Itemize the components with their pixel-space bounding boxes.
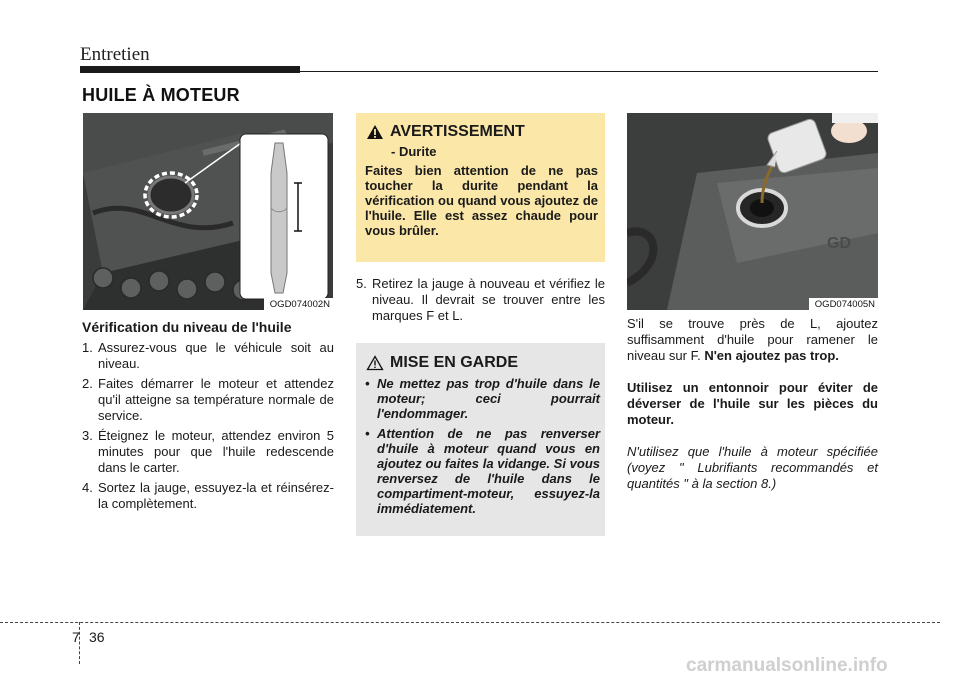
engine-dipstick-figure (83, 113, 333, 310)
oil-filling-illustration (627, 113, 878, 310)
warning-body: Faites bien attention de ne pas toucher la durite pendant la vérification ou quand vous ajoutez de l'huile. Elle est assez chaude pour vous brûler. (365, 163, 598, 238)
figure-code: OGD074002N (264, 298, 333, 310)
list-item: • Attention de ne pas renverser d'huile à moteur quand vous en ajoutez ou faites la vidange. Si vous renversez de l'huile dans le compartiment-moteur, essuyez-la immédiatement. (365, 426, 600, 516)
header-bar (80, 66, 300, 73)
steps-list (82, 340, 334, 512)
caution-title: MISE EN GARDE (390, 354, 519, 371)
list-item: 2. Faites démarrer le moteur et attendez qu'il atteigne sa température normale de service. (82, 376, 334, 423)
watermark: carmanualsonline.info (686, 655, 888, 676)
warning-box (356, 113, 605, 262)
list-item: 5. Retirez la jauge à nouveau et vérifiez le niveau. Il devrait se trouver entre les marques F et L. (356, 276, 605, 323)
warning-triangle-icon (366, 124, 384, 140)
list-item: 3. Éteignez le moteur, attendez environ 5 minutes pour que l'huile redescende dans le carter. (82, 428, 334, 475)
list-item: 1. Assurez-vous que le véhicule soit au niveau. (82, 340, 334, 371)
chapter-number: 7 (72, 629, 80, 645)
warning-title-row (366, 123, 525, 141)
caution-list (365, 376, 600, 521)
paragraph-bold: Utilisez un entonnoir pour éviter de déverser de l'huile sur les pièces du moteur. (627, 380, 878, 427)
svg-text:GD: GD (827, 235, 851, 252)
caution-box (356, 343, 605, 536)
left-column (82, 319, 334, 516)
page-number: 36 (89, 629, 105, 645)
figure-code: OGD074005N (809, 298, 878, 310)
footer-rule (0, 622, 940, 623)
caution-title-row (366, 354, 518, 372)
header-rule (300, 71, 878, 72)
middle-step (356, 276, 605, 328)
list-item: 4. Sortez la jauge, essuyez-la et réinsérez-la complètement. (82, 480, 334, 511)
engine-bay-illustration (83, 113, 333, 310)
subheading: Vérification du niveau de l'huile (82, 319, 292, 335)
list-item: • Ne mettez pas trop d'huile dans le moteur; ceci pourrait l'endommager. (365, 376, 600, 421)
warning-title: AVERTISSEMENT (390, 123, 525, 140)
right-column (627, 316, 878, 492)
section-header: Entretien (80, 44, 150, 65)
warning-subtitle: - Durite (391, 144, 437, 159)
oil-filling-figure (627, 113, 878, 310)
caution-triangle-icon (366, 355, 384, 371)
paragraph-italic: N'utilisez que l'huile à moteur spécifiée (voyez " Lubrifiants recommandés et quantités " à la section 8.) (627, 444, 878, 491)
paragraph: S'il se trouve près de L, ajoutez suffisamment d'huile pour ramener le niveau sur F. N'en ajoutez pas trop. (627, 316, 878, 363)
page-title: HUILE À MOTEUR (82, 85, 240, 105)
